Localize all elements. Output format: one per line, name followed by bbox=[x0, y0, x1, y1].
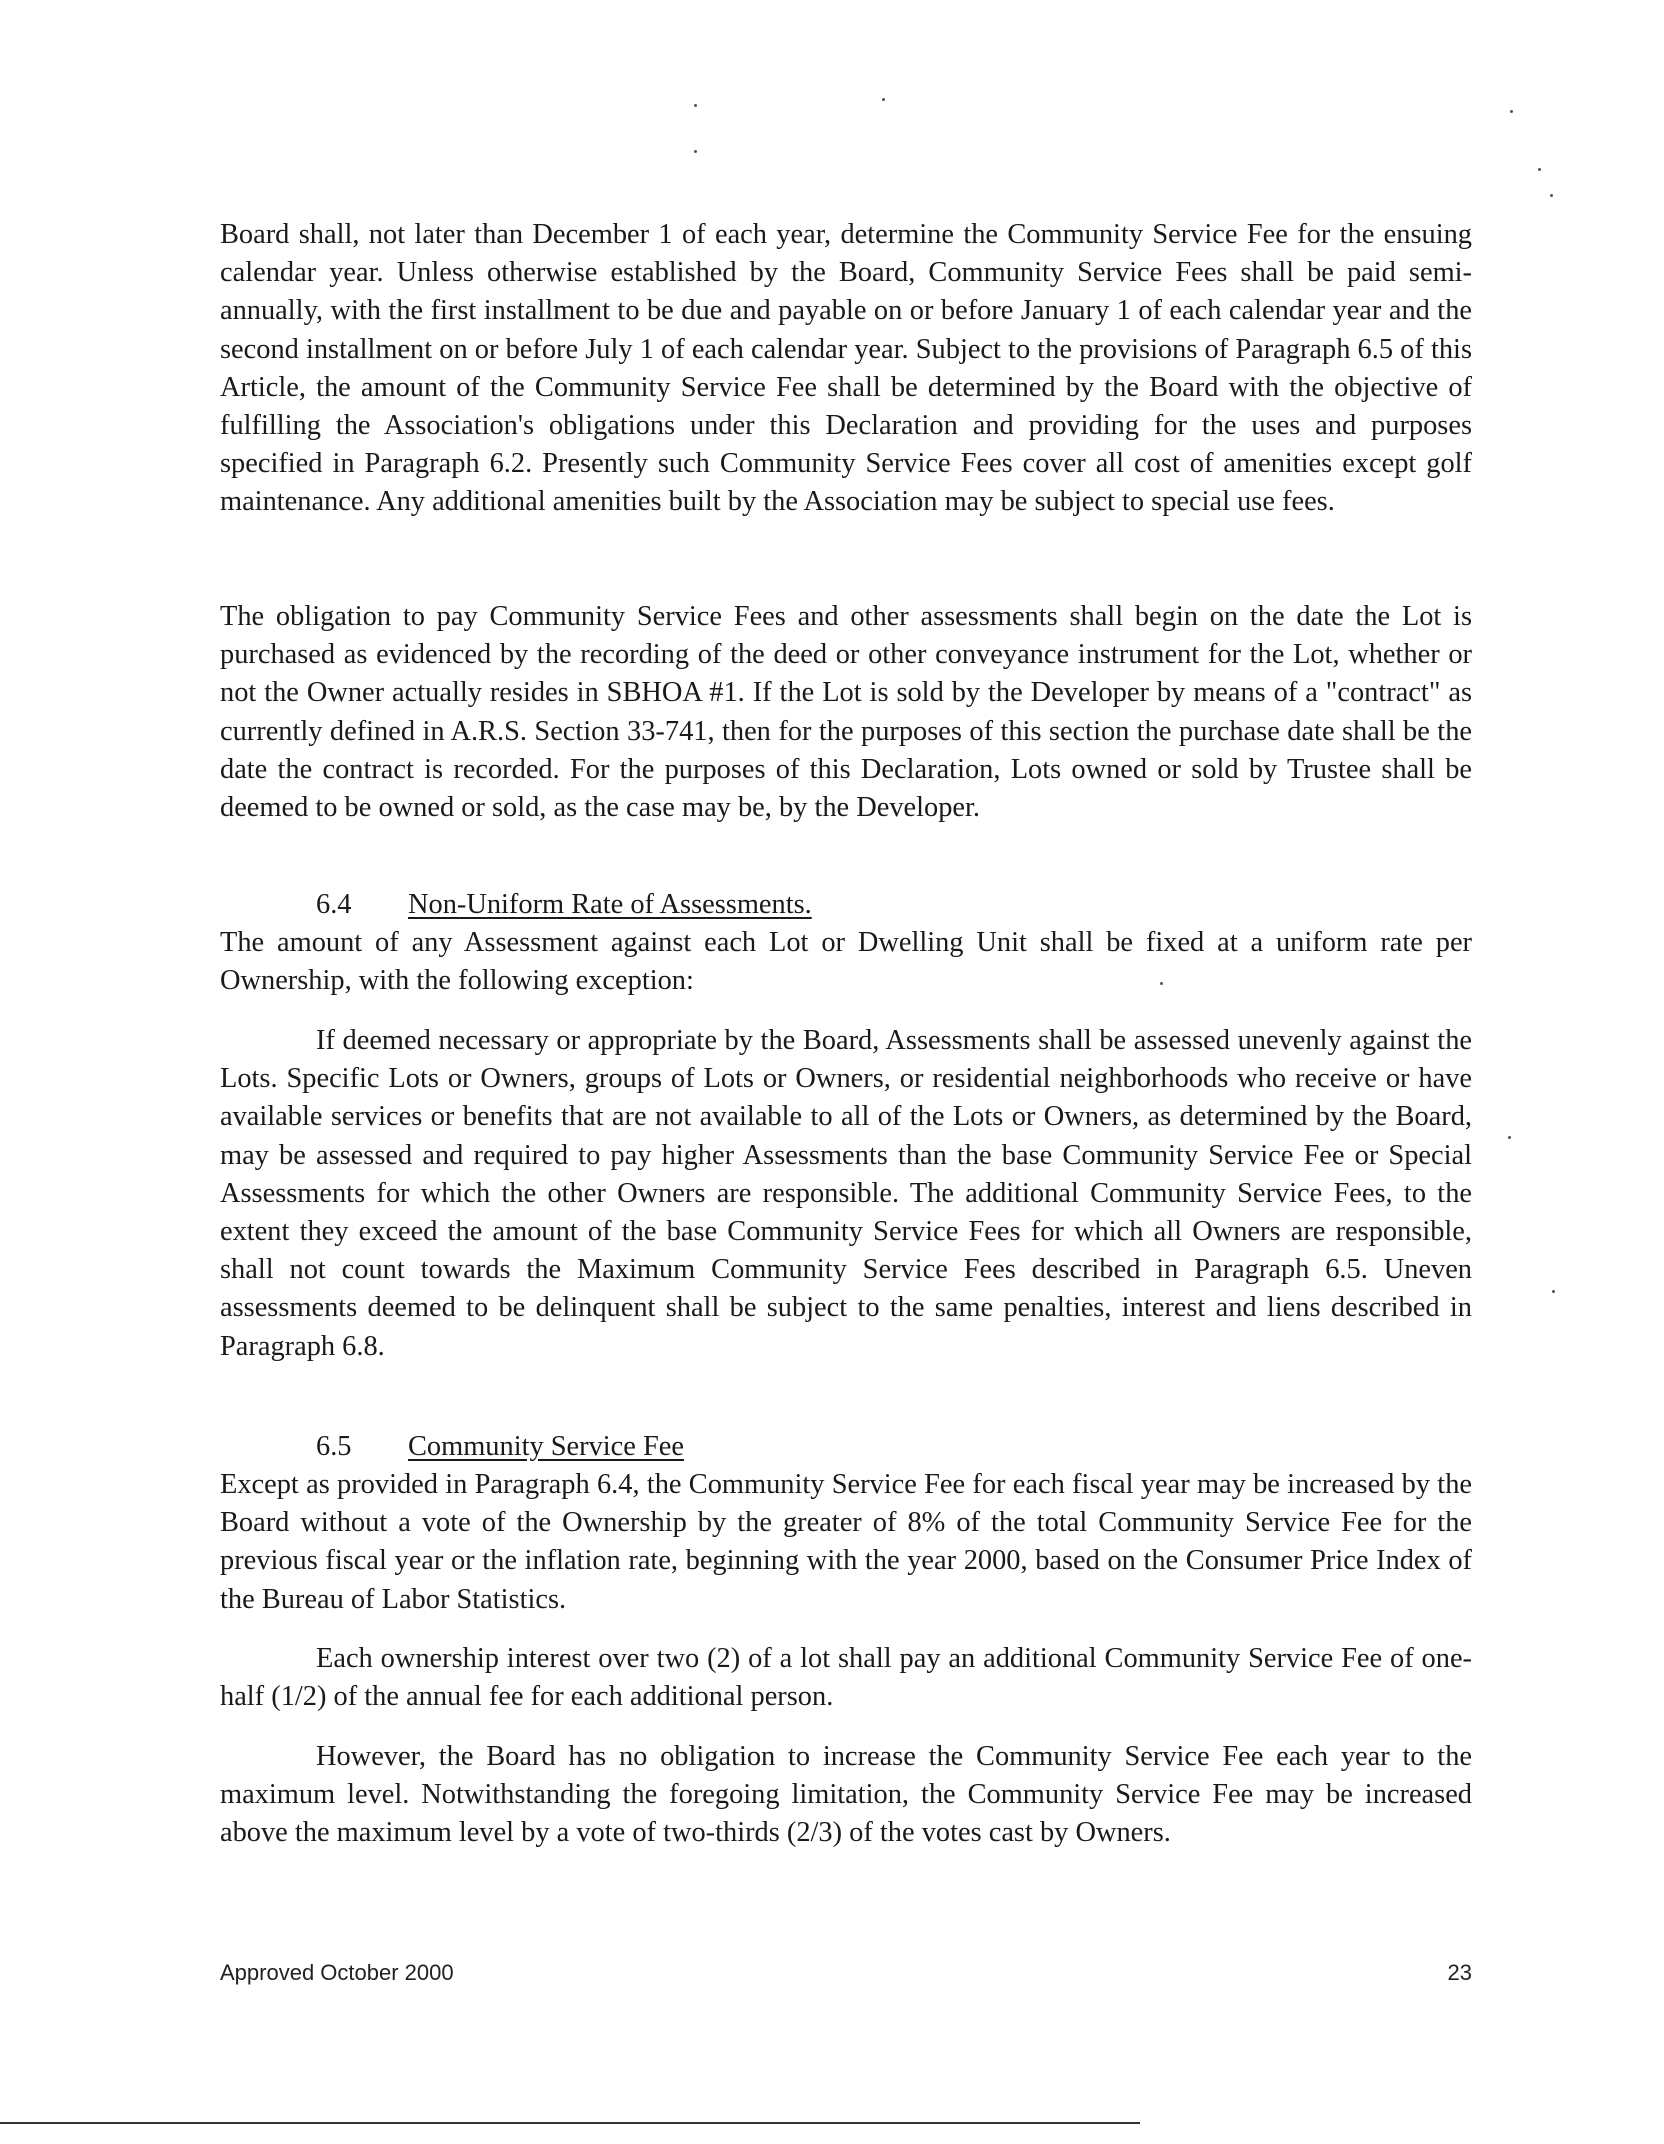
paragraph-text: Each ownership interest over two (2) of a lot shall pay an additional Community Service Fee of one-half (1/2) of the annual fee for each additional person. bbox=[220, 1643, 1472, 1713]
scan-speck bbox=[694, 150, 697, 153]
scan-speck bbox=[1538, 168, 1541, 171]
paragraph-text: Board shall, not later than December 1 of each year, determine the Community Service Fee for the ensuing calendar year. Unless otherwise established by the Board, Community Service Fees shall be paid semi-annually, with the first installment to be due and payable on or before January 1 of each calendar year and the second installment on or before July 1 of each calendar year. Subject to the provisions of Paragraph 6.5 of this Article, the amount of the Community Service Fee shall be determined by the Board with the objective of fulfilling the Association's obligations under this Declaration and providing for the uses and purposes specified in Paragraph 6.2. Presently such Community Service Fees cover all cost of amenities except golf maintenance. Any additional amenities built by the Association may be subject to special use fees. bbox=[220, 219, 1472, 518]
scan-speck bbox=[694, 104, 697, 107]
section-6-4-body bbox=[220, 1022, 1472, 1366]
section-6-5-additional-fee bbox=[220, 1640, 1472, 1716]
bottom-scan-rule bbox=[0, 2122, 1140, 2124]
section-title: Non-Uniform Rate of Assessments. bbox=[408, 889, 812, 920]
section-heading-6-4 bbox=[220, 886, 1472, 924]
paragraph-community-service-fee-schedule bbox=[220, 216, 1472, 522]
scan-speck bbox=[1552, 1290, 1555, 1293]
section-number: 6.5 bbox=[316, 1431, 352, 1462]
paragraph-text: The obligation to pay Community Service Fees and other assessments shall begin on the date the Lot is purchased as evidenced by the recording of the deed or other conveyance instrument for the Lot, whether or not the Owner actually resides in SBHOA #1. If the Lot is sold by the Developer by means of a "contract" as currently defined in A.R.S. Section 33-741, then for the purposes of this section the purchase date shall be the date the contract is recorded. For the purposes of this Declaration, Lots owned or sold by Trustee shall be deemed to be owned or sold, as the case may be, by the Developer. bbox=[220, 601, 1472, 824]
approval-date: Approved October 2000 bbox=[220, 1960, 454, 1985]
paragraph-text: If deemed necessary or appropriate by the Board, Assessments shall be assessed unevenly against the Lots. Specific Lots or Owners, groups of Lots or Owners, or residential neighborhoods who receive or have available services or benefits that are not available to all of the Lots or Owners, as determined by the Board, may be assessed and required to pay higher Assessments than the base Community Service Fee or Special Assessments for which the other Owners are responsible. The additional Community Service Fees, to the extent they exceed the amount of the base Community Service Fees for which all Owners are responsible, shall not count towards the Maximum Community Service Fees described in Paragraph 6.5. Uneven assessments deemed to be delinquent shall be subject to the same penalties, interest and liens described in Paragraph 6.8. bbox=[220, 1025, 1472, 1362]
section-6-5-intro bbox=[220, 1466, 1472, 1619]
scan-speck bbox=[1510, 110, 1513, 113]
paragraph-text: However, the Board has no obligation to increase the Community Service Fee each year to the maximum level. Notwithstanding the foregoing limitation, the Community Service Fee may be increased above the maximum level by a vote of two-thirds (2/3) of the votes cast by Owners. bbox=[220, 1741, 1472, 1849]
section-number: 6.4 bbox=[316, 889, 352, 920]
section-6-5-board-increase bbox=[220, 1738, 1472, 1853]
paragraph-text: Except as provided in Paragraph 6.4, the Community Service Fee for each fiscal year may be increased by the Board without a vote of the Ownership by the greater of 8% of the total Community Service Fee for the previous fiscal year or the inflation rate, beginning with the year 2000, based on the Consumer Price Index of the Bureau of Labor Statistics. bbox=[220, 1469, 1472, 1615]
scan-speck bbox=[1508, 1136, 1511, 1139]
paragraph-assessment-obligation bbox=[220, 598, 1472, 827]
page-footer bbox=[220, 1960, 1472, 1986]
page-number: 23 bbox=[1447, 1960, 1472, 1985]
section-title: Community Service Fee bbox=[408, 1431, 684, 1462]
scan-speck bbox=[882, 98, 885, 101]
section-heading-6-5 bbox=[220, 1428, 1472, 1466]
paragraph-text: The amount of any Assessment against each Lot or Dwelling Unit shall be fixed at a uniform rate per Ownership, with the following exception: bbox=[220, 927, 1472, 997]
scan-speck bbox=[1550, 194, 1553, 197]
section-6-4-intro bbox=[220, 924, 1472, 1000]
